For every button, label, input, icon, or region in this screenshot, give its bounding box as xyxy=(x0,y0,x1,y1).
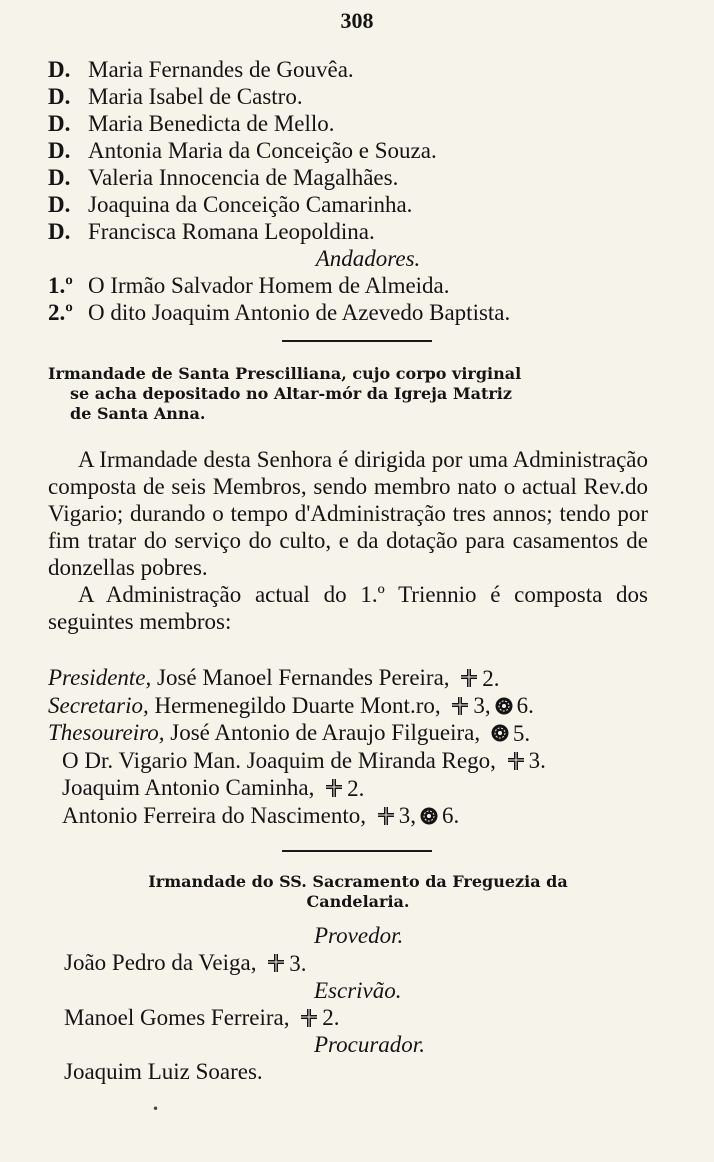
list-name: Valeria Innocencia de Magalhães. xyxy=(88,165,399,190)
member-list xyxy=(48,56,688,326)
cross-grade: 3. xyxy=(289,950,307,976)
order-rose-icon xyxy=(490,723,510,743)
member-role: Secretario, xyxy=(48,692,149,718)
order-cross-icon xyxy=(299,1008,319,1028)
order-cross-icon xyxy=(506,751,526,771)
ink-speck: • xyxy=(152,1102,160,1116)
cross-grade: 2. xyxy=(322,1005,340,1030)
officer-decorations xyxy=(266,950,306,977)
member-name: Joaquim Antonio Caminha, xyxy=(62,775,315,800)
list-prefix: D. xyxy=(48,57,71,82)
list-name: Francisca Romana Leopoldina. xyxy=(88,219,375,244)
order-cross-icon xyxy=(450,696,470,716)
cross-grade: 3, xyxy=(473,693,491,718)
list-name: Maria Benedicta de Mello. xyxy=(88,111,335,136)
member-decorations xyxy=(324,775,364,802)
order-rose-icon xyxy=(494,696,514,716)
list-prefix: D. xyxy=(48,84,71,109)
list-item xyxy=(48,191,688,218)
officer-row xyxy=(64,1004,644,1032)
list-prefix: D. xyxy=(48,192,71,217)
order-cross-icon xyxy=(459,668,479,688)
member-role: Thesoureiro, xyxy=(48,720,165,745)
cross-grade: 3, xyxy=(398,803,417,828)
member-name: Antonio Ferreira do Nascimento, xyxy=(62,802,367,828)
section-heading xyxy=(48,364,668,424)
member-decorations xyxy=(459,665,499,692)
section-heading xyxy=(48,872,668,912)
section-body xyxy=(48,446,648,635)
officer-row xyxy=(64,949,644,977)
rose-grade: 6. xyxy=(516,693,534,718)
cross-grade: 2. xyxy=(347,775,365,801)
paragraph: A Administração actual do 1.º Triennio é composta dos seguintes membros: xyxy=(48,582,648,634)
member-decorations xyxy=(490,720,530,747)
officer-name: Manoel Gomes Ferreira, xyxy=(64,1004,290,1030)
member-decorations xyxy=(376,802,460,829)
member-row xyxy=(48,664,668,692)
list-item xyxy=(48,137,688,164)
member-name: O Dr. Vigario Man. Joaquim de Miranda Rego, xyxy=(62,747,496,773)
member-row xyxy=(48,719,668,747)
section-heading-line: Candelaria. xyxy=(306,892,410,911)
member-name: José Antonio de Araujo Filgueira, xyxy=(170,720,481,745)
list-item xyxy=(48,218,688,245)
list-name: Joaquina da Conceição Camarinha. xyxy=(88,192,413,217)
section-heading-line: Irmandade de Santa Prescilliana, cujo corpo virginal xyxy=(48,364,522,383)
list-name: Maria Fernandes de Gouvêa. xyxy=(88,57,354,82)
order-cross-icon xyxy=(266,953,286,973)
paragraph: A Irmandade desta Senhora é dirigida por uma Administração composta de seis Membros, sendo membro nato o actual Rev.do Vigario; durando o tempo d'Administração tres annos; tendo por fim tratar do serviço do culto, e da dotação para casamentos de donzellas pobres. xyxy=(48,447,648,580)
member-row xyxy=(48,747,668,775)
list-item xyxy=(48,83,688,110)
office-title: Escrivão. xyxy=(314,977,402,1003)
member-name: Hermenegildo Duarte Mont.ro, xyxy=(154,692,441,718)
section-heading-line: se acha depositado no Altar-mór da Igreja Matriz xyxy=(70,384,512,403)
list-item xyxy=(48,272,688,299)
list-prefix: D. xyxy=(48,165,71,190)
member-row xyxy=(48,774,668,802)
list-prefix: 1.º xyxy=(48,273,73,298)
rose-grade: 6. xyxy=(442,803,460,828)
officer-name: Joaquim Luiz Soares. xyxy=(64,1059,263,1084)
section-divider xyxy=(282,850,432,852)
rose-grade: 5. xyxy=(512,720,531,746)
cross-grade: 2. xyxy=(482,665,500,691)
page-number: 308 xyxy=(340,8,374,33)
order-cross-icon xyxy=(376,806,396,826)
list-prefix: D. xyxy=(48,111,71,136)
sacramento-officers xyxy=(64,922,644,1085)
office-title: Provedor. xyxy=(314,923,404,948)
list-item xyxy=(48,56,688,83)
order-rose-icon xyxy=(419,806,439,826)
member-row xyxy=(48,692,668,720)
list-item xyxy=(48,299,688,326)
list-name: O dito Joaquim Antonio de Azevedo Baptista. xyxy=(88,300,511,325)
member-name: José Manoel Fernandes Pereira, xyxy=(157,665,450,690)
section-divider xyxy=(282,340,432,342)
list-prefix: D. xyxy=(48,219,71,244)
member-role: Presidente, xyxy=(48,665,152,690)
cross-grade: 3. xyxy=(528,748,546,773)
list-name: Maria Isabel de Castro. xyxy=(88,84,303,109)
list-prefix: 2.º xyxy=(48,300,73,325)
section-heading-line: de Santa Anna. xyxy=(70,404,206,423)
member-row xyxy=(48,802,668,830)
officer-row xyxy=(64,1058,644,1085)
officer-decorations xyxy=(299,1004,339,1031)
administration-members xyxy=(48,664,668,829)
andadores-heading: Andadores. xyxy=(315,246,421,271)
list-prefix: D. xyxy=(48,138,71,163)
member-decorations xyxy=(506,747,546,774)
office-title: Procurador. xyxy=(314,1032,425,1057)
officer-name: João Pedro da Veiga, xyxy=(64,950,257,975)
list-name: Antonia Maria da Conceição e Souza. xyxy=(88,138,437,163)
member-decorations xyxy=(450,692,534,719)
list-name: O Irmão Salvador Homem de Almeida. xyxy=(88,273,450,298)
list-item xyxy=(48,164,688,191)
order-cross-icon xyxy=(324,778,344,798)
list-item xyxy=(48,110,688,137)
section-heading-line: Irmandade do SS. Sacramento da Freguezia da xyxy=(148,872,568,891)
